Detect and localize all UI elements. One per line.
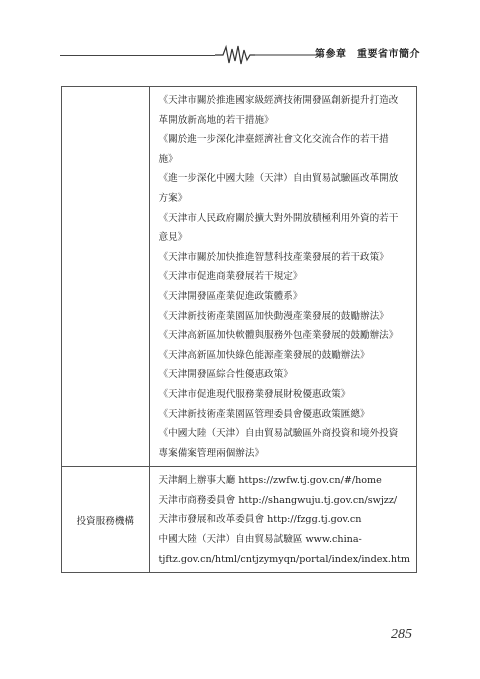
header-rule-left [60, 55, 215, 56]
policy-line: 《關於進一步深化津臺經濟社會文化交流合作的若干措 [158, 134, 389, 146]
policy-line: 革開放新高地的若干措施》 [158, 114, 274, 126]
policy-line: 施》 [158, 153, 178, 165]
policy-line: 《天津新技術產業園區加快動漫產業發展的鼓勵辦法》 [158, 310, 389, 322]
service-line: 天津市發展和改革委員會 http://fzgg.tj.gov.cn [158, 514, 362, 526]
table-row-policies [62, 87, 417, 467]
policy-line: 意見》 [158, 232, 188, 244]
policy-line: 《天津開發區產業促進政策體系》 [158, 290, 303, 302]
heartbeat-wave-icon [215, 43, 323, 67]
policy-list [149, 87, 416, 467]
policy-line: 《中國大陸（天津）自由貿易試驗區外商投資和境外投資 [158, 428, 399, 440]
policy-line: 《進一步深化中國大陸（天津）自由貿易試驗區改革開放 [158, 173, 399, 185]
policy-line: 《天津市關於推進國家級經濟技術開發區創新提升打造改 [158, 95, 399, 106]
service-line: 天津市商務委員會 http://shangwuju.tj.gov.cn/swjzz/ [158, 494, 398, 506]
policy-line: 專案備案管理兩個辦法》 [158, 447, 265, 459]
policy-line: 《天津市促進現代服務業發展財稅優惠政策》 [158, 388, 351, 400]
policy-table [61, 86, 417, 573]
table-row-label: 投資服務機構 [62, 467, 150, 573]
policy-line: 《天津新技術產業園區管理委員會優惠政策匯總》 [158, 408, 370, 420]
chapter-title: 第參章 重要省市簡介 [315, 49, 420, 60]
service-list [149, 467, 416, 573]
table-row-label [62, 87, 150, 467]
page-header [60, 40, 420, 66]
table-row-investment-services [62, 467, 417, 573]
policy-line: 《天津市促進商業發展若干規定》 [158, 271, 303, 283]
policy-line: 《天津市關於加快推進智慧科技產業發展的若干政策》 [158, 251, 389, 263]
service-line: tjftz.gov.cn/html/cntjzymyqn/portal/index/index.htm [158, 553, 410, 565]
service-line: 天津網上辦事大廳 https://zwfw.tj.gov.cn/#/home [158, 475, 382, 487]
policy-line: 《天津開發區綜合性優惠政策》 [158, 369, 293, 381]
page-number: 285 [391, 627, 412, 642]
policy-line: 方案》 [158, 192, 188, 204]
service-line: 中國大陸（天津）自由貿易試驗區 www.china- [158, 534, 362, 546]
policy-line: 《天津高新區加快軟體與服務外包產業發展的鼓勵辦法》 [158, 330, 399, 342]
policy-line: 《天津高新區加快綠色能源產業發展的鼓勵辦法》 [158, 349, 370, 361]
policy-line: 《天津市人民政府關於擴大對外開放積極利用外資的若干 [158, 212, 399, 224]
